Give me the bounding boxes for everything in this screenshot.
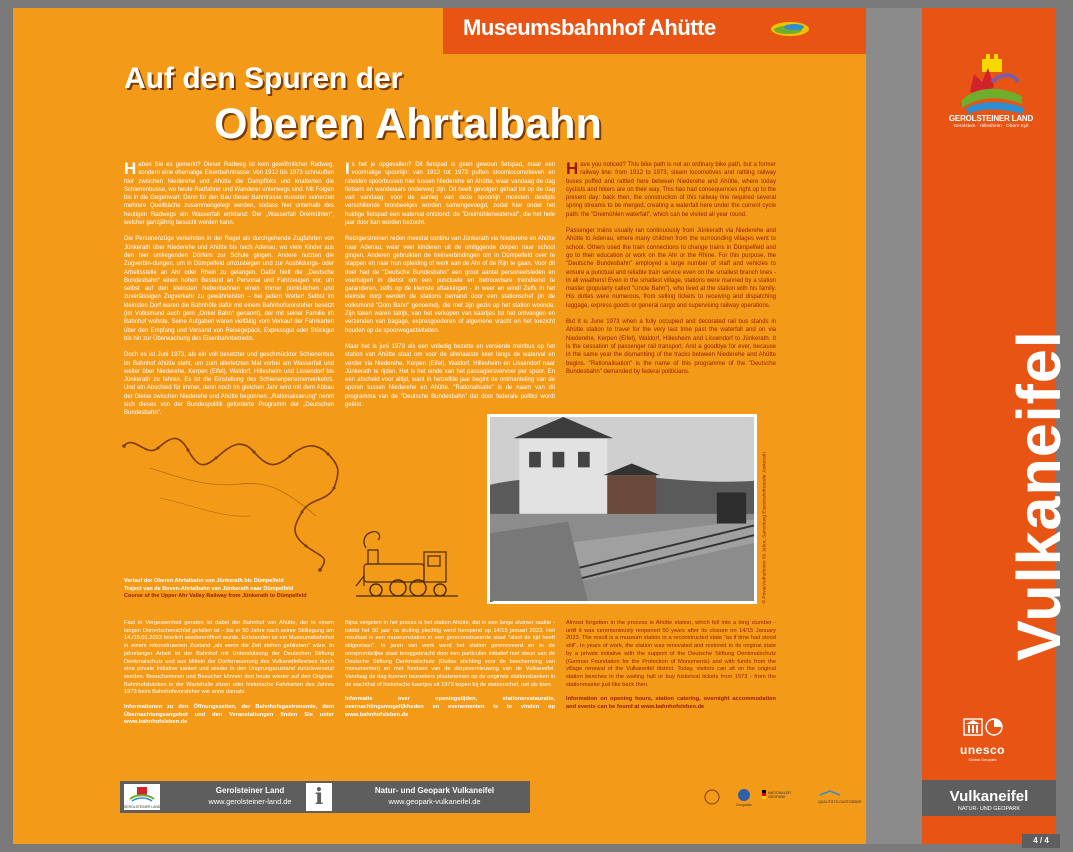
photo-credit bbox=[758, 436, 768, 606]
sponsor-quality: QUALITÄTS-GASTGEBER bbox=[818, 800, 862, 804]
gerolsteiner-land-side-logo-icon bbox=[952, 52, 1032, 122]
paragraph: Bijna vergeten in het proces is het station Ahütte, dat in een lange sluimer raakte - totdat het 50 jaar na sluiting plechtig werd heropend op 14/15 januari 2023. Het resultaat is een museumstation in een gereconstrueerde staat "alsof de tijd heeft stilgestaan". In jaren van werk werd het station gerenoveerd en in de oorspronkelijke staat teruggebracht door een particulier initiatief met steun van de Deutsche Stiftung Denkmalschutz (Duitse stichting voor de bescherming van monumenten) en met fondsen van de dorpsvernieuwing van de Vulkaneifel. Vandaag de dag kunnen bezoekers plaatsnemen op de originele stationsbanken in de wachthal of historische kaartjes uit 1973 kopen bij de stationschef, net als toen. bbox=[345, 620, 555, 688]
title-line-2: Oberen Ahrtalbahn bbox=[214, 100, 602, 148]
footer-geopark bbox=[342, 785, 527, 807]
paragraph: Doch es ist Juni 1973, als ein voll besetzter und geschmückter Schienenbus im Bahnhof Ahütte steht, um zum allerletzten Mal vorbei am Wasserfall und weiter über Niederehe, Kerpen (Eifel), Waldorf, Hillesheim und Lissendorf bis Jünkerath zu fahren. Es ist die Einstellung des Schienenpersonenverkehrs. Und ein Abschied für immer, denn noch im gleichen Jahr wird mit dem Abbau der Gleise zwischen Niederehe und Ahütte begonnen. „Rationalisierung“ nennt sich dieses von der Bundespolitik geforderte Programm der „Deutschen Bundesbahn“. bbox=[124, 352, 334, 417]
paragraph: Die Personenzüge verkehrten in der Regel als durchgehende Zugfahrten von Jünkerath über Niederehe und Ahütte bis nach Adenau, wo viele Kinder aus den hier umliegenden Dörfern zur Schule gingen. Andere nutzten die Zugverbin-dungen, um in Dümpelfeld umzusteigen und zur Ausbildungs- oder Arbeitsstelle an Ahr oder Rhein zu gelangen. Dafür hielt die „Deutsche Bundesbahn“ einen hohen Bestand an Personal und Fahrzeugen vor, um selbst auf den kleinsten Nebenbahnen einen immer pünkt-lichen und zuverlässigen Zugverkehr zu gewährleisten – bei jedem Wetter! Selbst im kleinsten Dorf waren die Bahnhöfe dafür mit einem Bahnhofsvorsteher besetzt (im Volksmund auch gern „Onkel Bahn“ genannt), der mit seiner Familie im Bahnhof wohnte. Seine Aufgaben waren vielfältig vom Verkauf der Fahrkarten über den Empfang und Versand von Reisegepäck, Expressgut oder Stückgut bis hin zur Überwachung des Eisenbahnbetriebs. bbox=[124, 236, 334, 342]
unesco-icon bbox=[958, 718, 1008, 736]
map-caption bbox=[124, 578, 339, 601]
footer-gerolsteiner-land bbox=[180, 785, 320, 807]
gl-url[interactable]: www.gerolsteiner-land.de bbox=[208, 797, 292, 806]
column-dutch bbox=[345, 161, 555, 421]
paragraph: s het je opgevallen? Dit fietspad is geen gewoon fietspad, maar een voormalige spoorlijn: van 1912 tot 1973 puften stoomlocomotieven en ratelden spoorbussen hier tussen Niederehe en Ahütte, waar vandaag de dag fietsers en wandelaars onderweg zijn. Dit heeft gevolgen gehad tot op de dag van vandaag: voor de aanleg van deze spoorlijn moesten destijds verschillende bronbeekjes worden samengevoegd, zodat hier onder het huidige fietspad een waterval ontstond: de "Dreimühlenwaterval", die het hele jaar door kan worden bezocht. bbox=[345, 162, 555, 227]
info-icon: i bbox=[306, 783, 332, 811]
paragraph: Almost forgotten in the process is Ahütte station, which fell into a long slumber - until it was ceremoniously reopened 50 years after its closure on 14/15 January 2023. The result is a museum station in a reconstructed state "as if time had stood still". In years of work, the station was renovated and restored to its original state by a private initiative with the support of the Deutsche Stiftung Denkmalschutz (German Foundation for the Protection of Monuments) and with funds from the village renewal of the Vulkaneifel district. Today, visitors can sit on the original station benches in the waiting hall or buy historical tickets from 1973 - from the stationmaster just like back then. bbox=[566, 620, 776, 688]
paragraph: Maar het is juni 1973 als een volledig bezette en versierde treinbus op het station van Ahütte staat om voor de allerlaatste keer langs de waterval en verder via Niederehe, Kerpen (Eifel), Waldorf, Hillesheim en Lissendorf naar Jünkerath te rijden. Het is het einde van het passagiersvervoer per spoor. En een afscheid voor altijd, want in hetzelfde jaar begint de ontmanteling van de sporen tussen Niederehe en Ahütte. "Rationalisatie" is de naam van dit programma van de "Deutsche Bundesbahn" dat door federale politici wordt geëist. bbox=[345, 343, 555, 409]
vk-badge-name: Vulkaneifel bbox=[949, 788, 1029, 805]
sponsor-geoparks: Geoparks bbox=[736, 803, 752, 807]
sponsor-nationaler: NATIONALER GEOPARK bbox=[768, 791, 791, 799]
gl-name: Gerolsteiner Land bbox=[215, 786, 285, 795]
vg-url[interactable]: www.geopark-vulkaneifel.de bbox=[388, 797, 481, 806]
paragraph: Fast in Vergessenheit geraten ist dabei der Bahnhof von Ahütte, der in einem langen Dornröschenschlaf gefallen ist – bis er 50 Jahre nach seiner Stilllegung am 14./15.01.2023 feierlich wiedereröffnet wurde. Entstanden ist ein Museumsbahnhof in einem rekonstruierten Zustand „als wenn die Zeit stehen geblieben“ wäre. In jahrelanger Arbeit ist der Bahnhof mit Unterstützung der Deutschen Stiftung Denkmalschutz und aus Mitteln der Dorferneuerung des Vulkaneifelkreises durch eine private Initiative saniert und wieder in den Ursprungszustand zurückversetzt worden. Besucherinnen und Besucher können dort heute wieder auf den Original- Bahnhofsbänken in der Wartehalle sitzen oder historische Fahrkarten des Jahres 1973 beim Bahnhofsvorsteher wie anno damals. bbox=[124, 620, 334, 696]
paragraph: Passenger trains usually ran continuously from Jünkerath via Niederehe and Ahütte to Adenau, where many children from the surrounding villages went to school. Others used the train connections to change trains in Dümpelfeld and go to their education or work on the Ahr or the Rhine. For this purpose, the "Deutsche Bundesbahn" employed a large number of staff and vehicles to ensure a punctual and reliable train service even on the smallest branch lines - in all weathers! Even in the smallest village, stations were manned by a station master (popularly called "Uncle Bahn"), who lived at the station with his family. His duties were numerous, from selling tickets to receiving and dispatching luggage, express goods or general cargo and supervising railway operations. bbox=[566, 228, 776, 309]
grey-strip bbox=[866, 8, 922, 844]
gl-side-towns: Gerolstein · Hillesheim · Obere Kyll bbox=[953, 124, 1029, 129]
unesco-name: unesco bbox=[959, 743, 1005, 757]
brand-title: Museumsbahnhof Ahütte bbox=[463, 15, 716, 40]
gerolsteiner-land-side-text bbox=[941, 114, 1041, 129]
brand-logo-icon bbox=[770, 20, 810, 38]
paragraph: ave you noticed? This bike path is not an ordinary bike path, but a former railway line: from 1912 to 1973, steam locomotives and rattling railway buses puffed and rattled here between Niederehe and Ahütte, where today cyclists and hikers are on their way. This has had consequences right up to the present day: back then, the construction of this railway line required several spring streams to be merged, creating a waterfall here under the current cycle path: the "Dreimühlen waterfall", which can be visited all year round. bbox=[566, 162, 776, 218]
gl-side-name: GEROLSTEINER LAND bbox=[948, 114, 1034, 123]
vk-badge-sub: NATUR- UND GEOPARK bbox=[957, 806, 1021, 812]
page-counter: 4 / 4 bbox=[1022, 834, 1060, 848]
sponsor-logos bbox=[700, 787, 860, 809]
dropcap: H bbox=[124, 159, 137, 178]
vg-name: Natur- und Geopark Vulkaneifel bbox=[374, 786, 495, 795]
paragraph: Reizigerstreinen reden meestal continu van Jünkerath via Niederehe en Ahütte naar Adenau, waar veel kinderen uit de omliggende dorpen naar school gingen. Anderen gebruikten de treinverbindingen om in Dümpelfeld over te stappen en naar hun opleiding of werk aan de Ahr of de Rijn te gaan. Voor dit doel had de "Deutsche Bundesbahn" een groot aantal personeelsleden en voertuigen in dienst om een punctuele en betrouwbare treindienst te garanderen, zelfs op de kleinste aftakkingen - in weer en wind! Zelfs in het kleinste dorp werden de stations bemand door een stationschef (in de volksmond "Oom Bahn" genoemd), die met zijn gezin op het station woonde. Zijn taken waren talrijk, van het verkopen van kaartjes tot het ontvangen en verzenden van bagage, expresgoederen of algemene vracht en het toezicht houden op de spoorwegactiviteiten. bbox=[345, 236, 555, 334]
vulkaneifel-badge bbox=[922, 780, 1056, 816]
photo-credit-text: © Privat/Aufnahmen 50 Jahre, Sammlung Eisenbahnfreunde Jünkerath bbox=[762, 452, 768, 604]
gerolsteiner-land-logo-icon bbox=[124, 784, 160, 810]
gerolsteiner-land-logo bbox=[124, 784, 160, 810]
paragraph: aben Sie es gemerkt? Dieser Radweg ist kein gewöhnlicher Radweg, sondern eine ehemalige Eisenbahntrasse: Von 1912 bis 1973 schnauften hier zwischen Niederehe und Ahütte die Dampfloks und knatterten die Schienenbusse, wo heute Radfahrer und Wanderer unterwegs sind. Mit Folgen bis in die Gegenwart: Denn für den Bau dieser Bahntrasse mussten seinerzeit mehrere Quellbäche zusammengelegt werden, sodass hier unterhalb des heutigen Radwegs ein Wasserfall entstand: Der „Wasserfall Dreimühlen“, welcher ganzjährig besucht werden kann. bbox=[124, 162, 334, 227]
info-text: Informationen zu den Öffnungszeiten, der Bahnhofsgastronomie, dem Übernachtungsangebot und den Veranstaltungen finden Sie unter www.bahnhofsleben.de bbox=[124, 704, 334, 726]
caption-german: Verlauf der Oberen Ahrtalbahn von Jünkerath bis Dümpelfeld bbox=[124, 578, 284, 584]
title-line-1: Auf den Spuren der bbox=[124, 62, 403, 95]
paragraph: But it is June 1973 when a fully occupied and decorated rail bus stands in Ahütte station to travel for the very last time past the waterfall and on via Niederehe, Kerpen (Eifel), Waldorf, Hillesheim and Lissendorf to Jünkerath. It is the cessation of passenger rail transport. And a goodbye for ever, because in the same year the dismantling of the tracks between Niederehe and Ahütte begins. "Rationalisation" is the name of this programme of the "Deutsche Bundesbahn" demanded by federal politicians. bbox=[566, 319, 776, 375]
historic-station-photo bbox=[487, 414, 757, 604]
footer-bar bbox=[120, 781, 530, 813]
bottom-column-german bbox=[124, 620, 334, 750]
caption-english: Course of the Upper Ahr Valley Railway from Jünkerath to Dümpelfeld bbox=[124, 593, 307, 599]
caption-dutch: Traject van de Boven-Ahrtalbahn van Jünkerath naar Dümpelfeld bbox=[124, 585, 294, 592]
column-german bbox=[124, 161, 334, 421]
bottom-column-english bbox=[566, 620, 776, 750]
info-text: Informatie over openingstijden, stationsrestauratie, overnachtingsmogelijkheden en evenementen is te vinden op www.bahnhofsleben.de bbox=[345, 696, 555, 718]
railway-route-map bbox=[120, 428, 345, 576]
dropcap: I bbox=[345, 159, 350, 178]
column-english bbox=[566, 161, 776, 421]
dropcap: H bbox=[566, 159, 579, 178]
info-text: Information on opening hours, station catering, overnight accommodation and events can be found at www.bahnhofsleben.de bbox=[566, 696, 776, 711]
gerolsteiner-land-logo-text: GEROLSTEINER LAND bbox=[123, 805, 161, 809]
vulkaneifel-vertical-title: Vulkaneifel bbox=[1005, 330, 1073, 661]
unesco-sub: Global Geopark bbox=[968, 757, 997, 762]
bottom-column-dutch bbox=[345, 620, 555, 750]
unesco-logo bbox=[940, 718, 1025, 762]
steam-locomotive-illustration bbox=[352, 528, 462, 608]
